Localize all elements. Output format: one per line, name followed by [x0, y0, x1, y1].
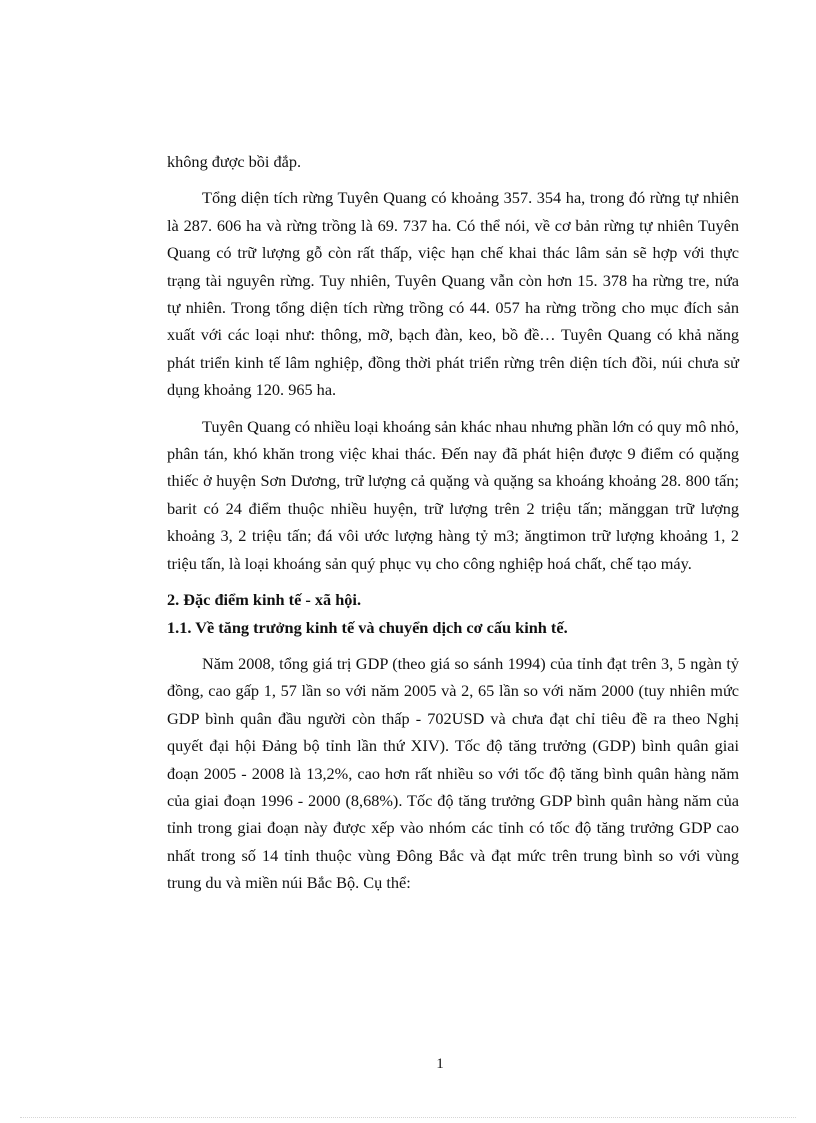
section-heading: 2. Đặc điểm kinh tế - xã hội.: [167, 590, 362, 610]
page-bottom-divider: [20, 1117, 796, 1118]
paragraph-forest-area: Tổng diện tích rừng Tuyên Quang có khoảng 357. 354 ha, trong đó rừng tự nhiên là 287. 606 ha và rừng trồng là 69. 737 ha. Có thể nói, về cơ bản rừng tự nhiên Tuyên Quang có trữ lượng gỗ còn rất thấp, việc hạn chế khai thác lâm sản sẽ hợp với thực trạng tài nguyên rừng. Tuy nhiên, Tuyên Quang vẫn còn hơn 15. 378 ha rừng tre, nứa tự nhiên. Trong tổng diện tích rừng trồng có 44. 057 ha rừng trồng cho mục đích sản xuất với các loại như: thông, mỡ, bạch đàn, keo, bồ đề… Tuyên Quang có khả năng phát triển kinh tế lâm nghiệp, đồng thời phát triển rừng trên diện tích đồi, núi chưa sử dụng khoảng 120. 965 ha.: [167, 188, 739, 400]
page-number: 1: [436, 1056, 444, 1072]
continuation-line: không được bồi đắp.: [167, 152, 302, 171]
page-body: [167, 148, 739, 906]
paragraph-minerals: Tuyên Quang có nhiều loại khoáng sản khác nhau nhưng phần lớn có quy mô nhỏ, phân tán, khó khăn trong việc khai thác. Đến nay đã phát hiện được 9 điểm có quặng thiếc ở huyện Sơn Dương, trữ lượng cả quặng và quặng sa khoáng khoảng 28. 800 tấn; barit có 24 điểm thuộc nhiều huyện, trữ lượng trên 2 triệu tấn; mănggan trữ lượng khoảng 3, 2 triệu tấn; đá vôi ước lượng hàng tỷ m3; ăngtimon trữ lượng khoảng 1, 2 triệu tấn, là loại khoáng sản quý phục vụ cho công nghiệp hoá chất, chế tạo máy.: [167, 416, 739, 573]
subsection-heading: 1.1. Về tăng trưởng kinh tế và chuyển dịch cơ cấu kinh tế.: [167, 617, 568, 637]
paragraph-gdp-growth: Năm 2008, tổng giá trị GDP (theo giá so sánh 1994) của tỉnh đạt trên 3, 5 ngàn tỷ đồng, cao gấp 1, 57 lần so với năm 2005 và 2, 65 lần so với năm 2000 (tuy nhiên mức GDP bình quân đầu người còn thấp - 702USD và chưa đạt chỉ tiêu đề ra theo Nghị quyết đại hội Đảng bộ tỉnh lần thứ XIV). Tốc độ tăng trưởng (GDP) bình quân giai đoạn 2005 - 2008 là 13,2%, cao hơn rất nhiều so với tốc độ tăng bình quân hàng năm của giai đoạn 1996 - 2000 (8,68%). Tốc độ tăng trưởng GDP bình quân hàng năm của tỉnh trong giai đoạn này được xếp vào nhóm các tỉnh có tốc độ tăng trưởng GDP cao nhất trong số 14 tỉnh thuộc vùng Đông Bắc và đạt mức trên trung bình so với vùng trung du và miền núi Bắc Bộ. Cụ thể:: [167, 653, 739, 893]
